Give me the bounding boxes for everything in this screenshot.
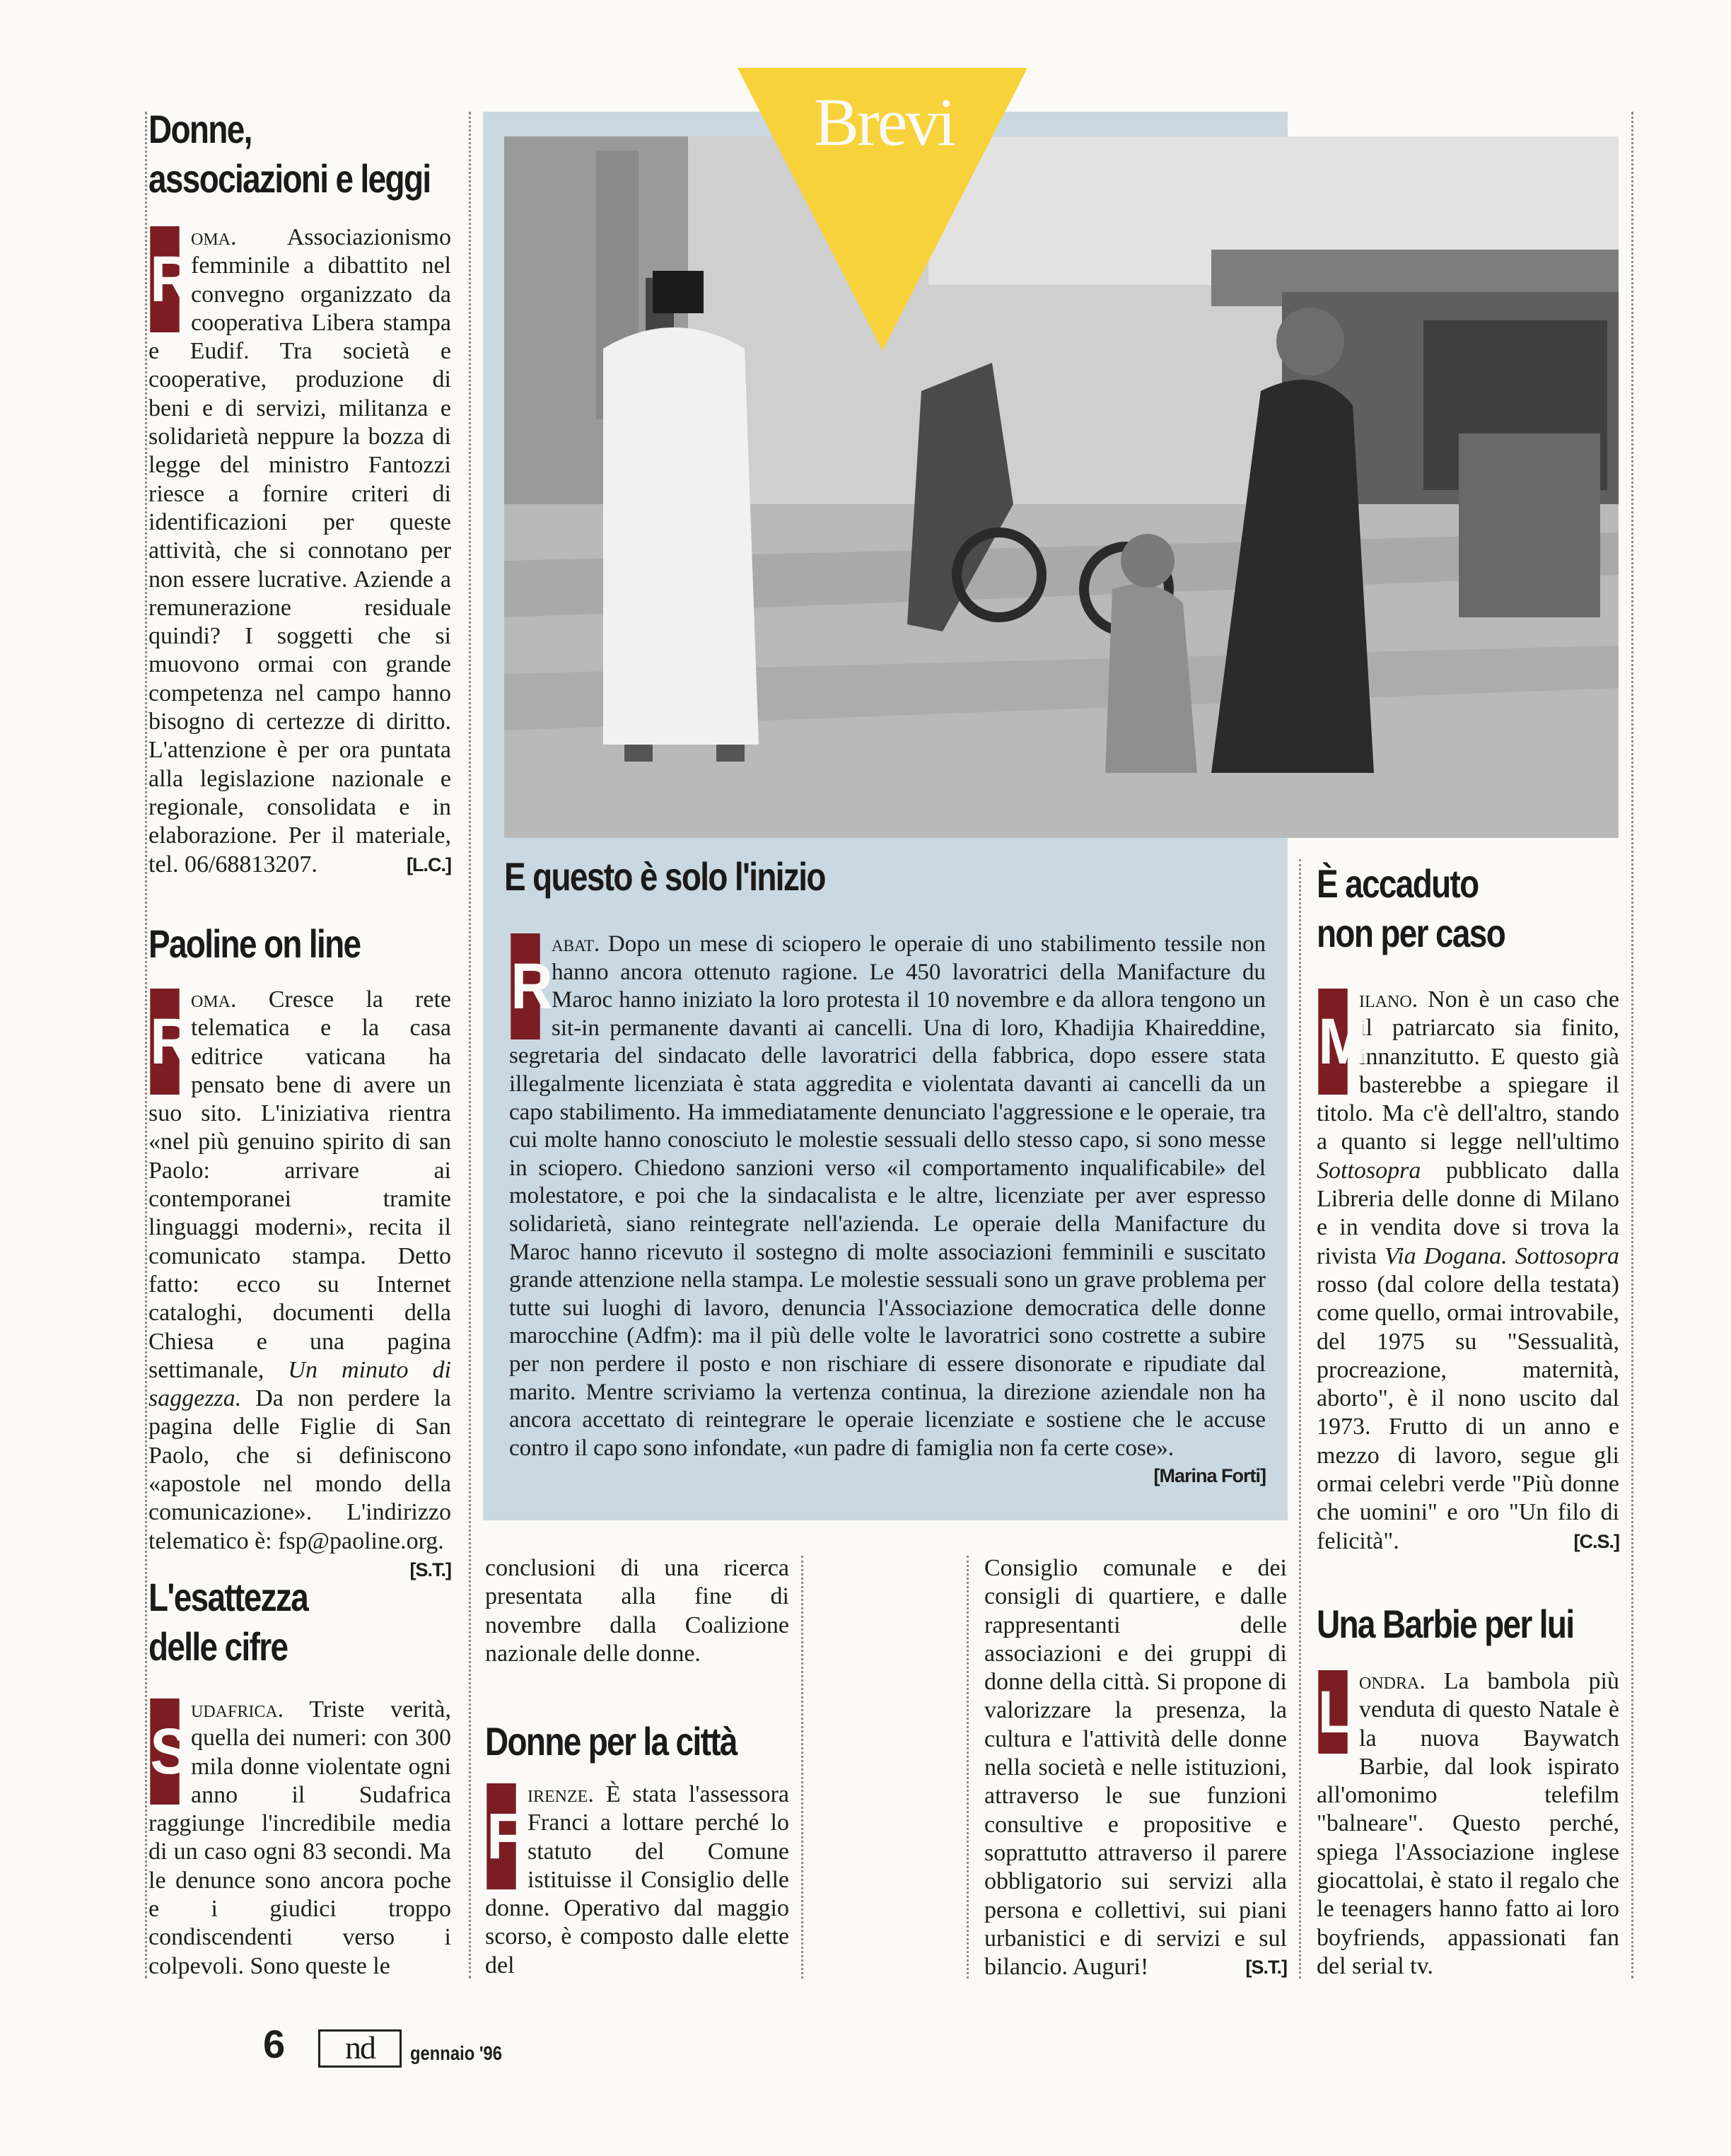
column-rule (967, 1556, 969, 1979)
author-signature: [C.S.] (1573, 1530, 1619, 1552)
column-rule (801, 1556, 803, 1979)
article-body: R abat. Dopo un mese di sciopero le operaie di uno stabilimento tessile non hanno ancora ottenuto ragione. Le 450 lavoratrici della Manifacture du Maroc hanno iniziato la loro protesta il 10 novembre e da allora tengono un sit-in permanente davanti ai cancelli. Una di loro, Khadijia Khaireddine, segretaria del sindacato delle lavoratrici della fabbrica, dopo essere stata illegalmente licenziata è stata aggredita e violentata davanti ai cancelli da un capo stabilimento. Ha immediatamente denunciato l'aggressione e le operaie, tra cui molte hanno conosciuto le molestie sessuali dello stesso capo, si sono messe in sciopero. Chiedono sanzioni verso «il comportamento inqualificabile» del molestatore, e poi che la sindacalista e le altre, licenziate per aver espresso solidarietà, siano reintegrate nell'azienda. Le operaie della Manifacture du Maroc hanno ricevuto il sostegno di molte associazioni femminili e suscitato grande attenzione nella stampa. Le molestie sessuali sono un grave problema per tutte sui luoghi di lavoro, denuncia l'Associazione democratica delle donne marocchine (Adfm): ma il più delle volte le lavoratrici sono costrette a subire per non perdere il posto e non rischiare di essere disonorate e ripudiate dal marito. Mentre scriviamo la vertenza continua, la direzione aziendale non ha ancora accettato di reintegrare le operaie licenziate e sostiene che le accuse contro il capo sono infondate, «un padre di famiglia non fa certe cose». [Marina Forti] (509, 931, 1266, 1491)
section-title: Brevi (813, 84, 955, 160)
drop-cap: R (511, 933, 540, 1039)
article-continuation: conclusioni di una ricerca presentata alla fine di novembre dalla Coalizione nazionale delle donne. (485, 1555, 789, 1667)
dateline: oma. (191, 986, 237, 1013)
column-rule (1299, 859, 1301, 1979)
article-headline: Paoline on line (148, 921, 361, 966)
author-signature: [L.C.] (407, 853, 451, 875)
column-rule (145, 112, 147, 1979)
drop-cap: R (150, 226, 179, 332)
author-signature: [S.T.] (409, 1558, 451, 1580)
article-body: R oma. Associazionismo femminile a dibattito nel convegno organizzato da cooperativa Libera stampa e Eudif. Tra società e cooperative, produzione di beni e di servizi, militanza e solidarietà neppure la bozza di legge del ministro Fantozzi riesce a fornire criteri di identificazioni per queste attività, che si connotano per non essere lucrative. Aziende a remunerazione residuale quindi? I soggetti che si muovono ormai con grande competenza nel campo hanno bisogno di certezze di diritto. L'attenzione è per ora puntata alla legislazione nazionale e regionale, consolidata e in elaborazione. Per il materiale, tel. 06/68813207. [L.C.] (148, 223, 451, 879)
dateline: udafrica. (191, 1696, 284, 1723)
article-body: L ondra. La bambola più venduta di questo Natale è la nuova Baywatch Barbie, dal look ispirato all'omonimo telefilm "balneare". Questo perché, spiega l'Associazione inglese giocattolai, è stato il regalo che le teenagers hanno fatto ai loro boyfriends, appassionati fan del serial tv. (1317, 1668, 1619, 1979)
dateline: ilano. (1359, 986, 1418, 1013)
article-headline: Donne per la città (485, 1719, 737, 1764)
page-number: 6 (263, 2022, 286, 2066)
article-body: R oma. Cresce la rete telematica e la casa editrice vaticana ha pensato bene di avere un suo sito. L'iniziativa rientra «nel più genuino spirito di san Paolo: arrivare ai contemporanei tramite linguaggi moderni», recita il comunicato stampa. Detto fatto: ecco su Internet cataloghi, documenti della Chiesa e una pagina settimanale, Un minuto di saggezza. Da non perdere la pagina delle Figlie di San Paolo, che si definiscono «apostole nel mondo della comunicazione». L'indirizzo telematico è: fsp@paoline.org. [S.T.] (148, 986, 451, 1584)
column-rule (1631, 112, 1633, 1979)
article-headline: È accaduto non per caso (1317, 861, 1505, 955)
article-headline: L'esattezza delle cifre (148, 1575, 308, 1669)
article-body: F irenze. È stata l'assessora Franci a lottare perché lo statuto del Comune istituisse il Consiglio delle donne. Operativo dal maggio scorso, è composto dalle elette del (485, 1781, 790, 1979)
dateline: oma. (191, 224, 237, 250)
author-signature: [S.T.] (1245, 1957, 1287, 1979)
drop-cap: R (150, 989, 179, 1095)
feature-photo (504, 136, 1619, 838)
author-signature: [Marina Forti] (1153, 1465, 1266, 1487)
article-body: M ilano. Non è un caso che il patriarcato sia finito, innanzitutto. E questo già basterebbe a spiegare il titolo. Ma c'è dell'altro, stando a quanto si legge nell'ultimo Sottosopra pubblicato dalla Libreria delle donne di Milano e in vendita dove si trova la rivista Via Dogana. Sottosopra rosso (dal colore della testata) come quello, ormai introvabile, del 1975 su "Sessualità, procreazione, maternità, aborto", è il nono uscito dal 1973. Frutto di un anno e mezzo di lavoro, segue gli ormai celebri verde "Più donne che uomini" e oro "Un filo di felicità". [C.S.] (1317, 986, 1619, 1556)
article-headline: Una Barbie per lui (1317, 1602, 1574, 1646)
magazine-logo: nd (318, 2029, 402, 2068)
drop-cap: S (150, 1698, 179, 1805)
article-headline: E questo è solo l'inizio (504, 854, 825, 899)
article-headline: Donne, associazioni e leggi (148, 107, 431, 201)
column-rule (469, 112, 471, 1979)
drop-cap: M (1318, 989, 1347, 1095)
dateline: abat. (552, 931, 600, 957)
dateline: ondra. (1359, 1668, 1426, 1694)
drop-cap: L (1318, 1670, 1347, 1754)
street-scene-photo (504, 136, 1619, 838)
issue-date: gennaio '96 (410, 2042, 502, 2064)
article-body: S udafrica. Triste verità, quella dei numeri: con 300 mila donne violentate ogni anno il Sudafrica raggiunge l'incredibile media di un caso ogni 83 secondi. Ma le denunce sono ancora poche e i giudici troppo condiscendenti verso i colpevoli. Sono queste le (148, 1696, 451, 1979)
drop-cap: F (486, 1783, 515, 1889)
dateline: irenze. (528, 1781, 594, 1807)
article-continuation: Consiglio comunale e dei consigli di quartiere, e dalle rappresentanti delle associazioni e dei gruppi di donne della città. Si propone di valorizzare la presenza, la cultura e l'attività delle donne nella società e nelle istituzioni, attraverso le sue funzioni consultive e propositive e soprattutto attraverso il parere obbligatorio sui servizi alla persona e collettivi, sui piani urbanistici e di servizi e sul bilancio. Auguri! [S.T.] (984, 1554, 1287, 1981)
